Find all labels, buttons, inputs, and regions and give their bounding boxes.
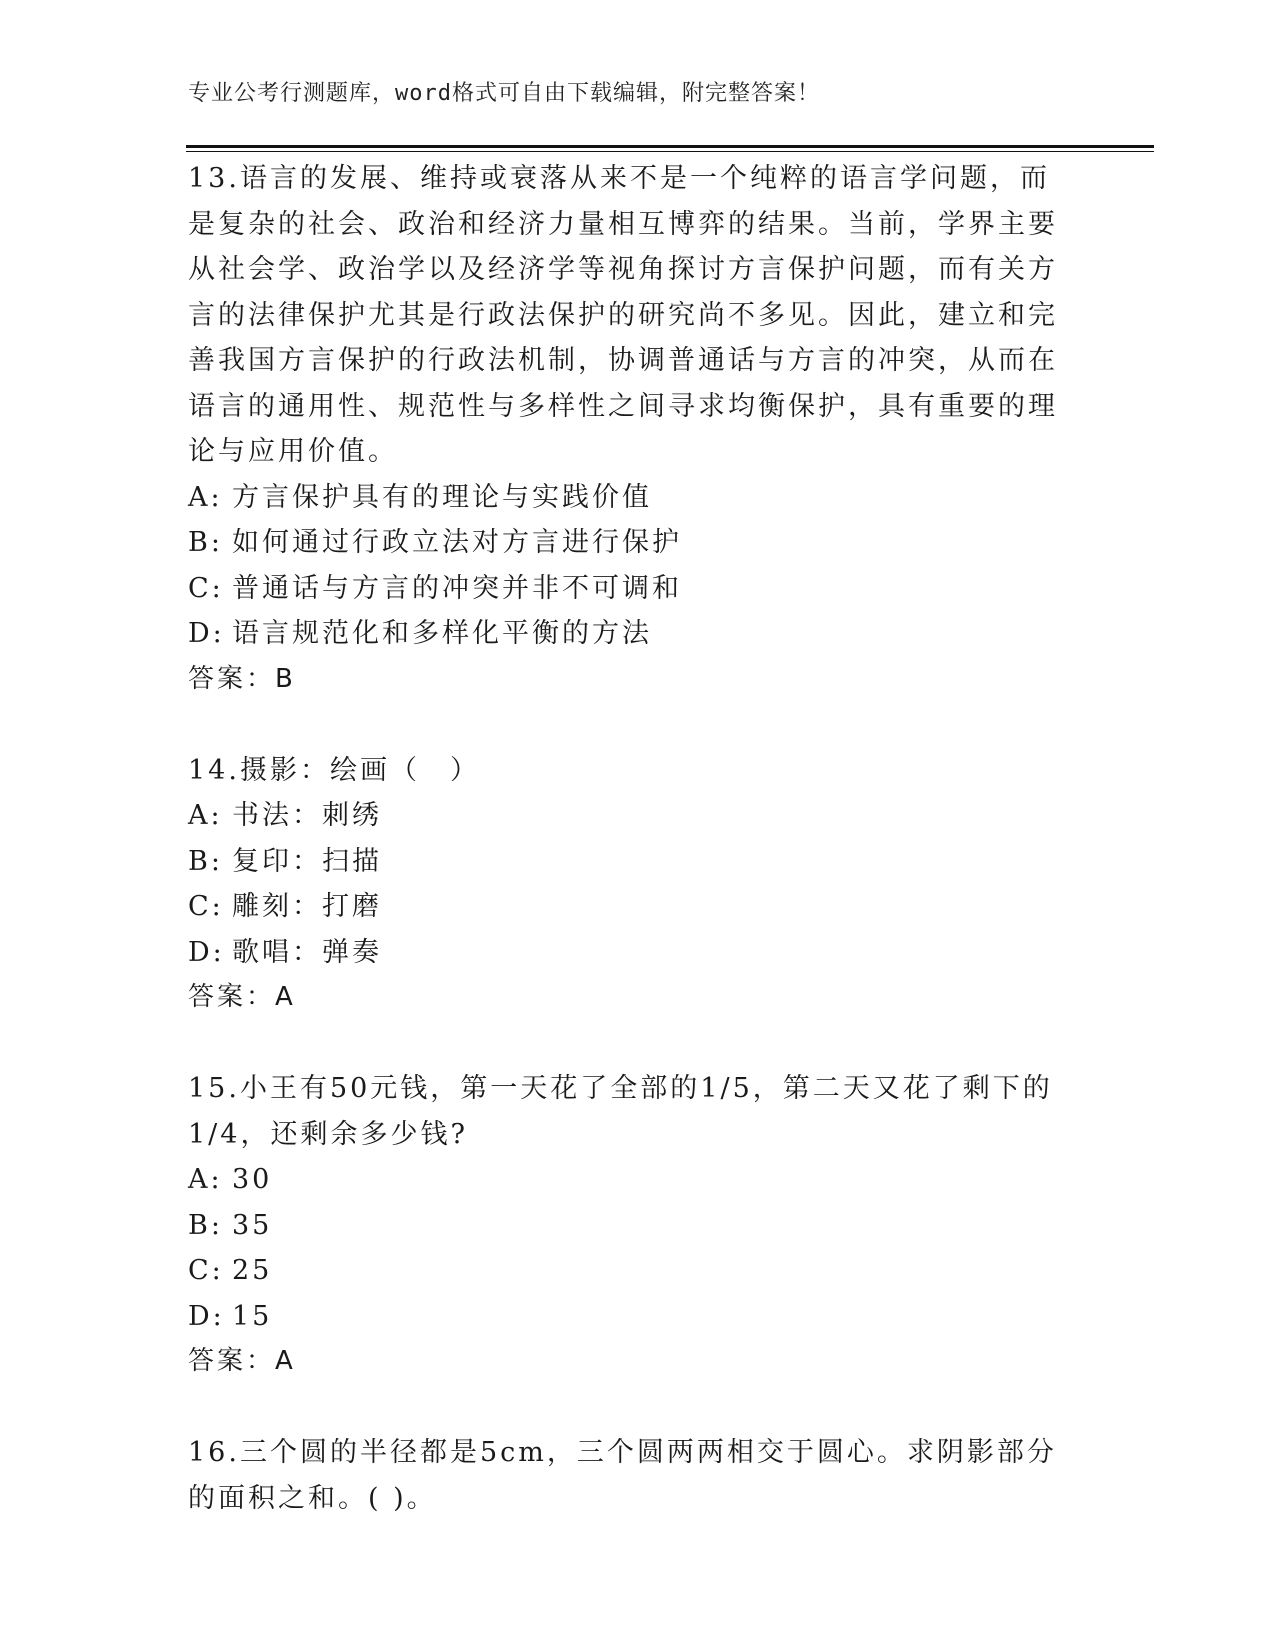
option-text: 普通话与方言的冲突并非不可调和 xyxy=(232,572,682,604)
option-a xyxy=(188,1157,1068,1203)
question-stem xyxy=(188,748,1068,794)
question-stem xyxy=(188,1066,1068,1157)
option-key: C: xyxy=(188,891,224,922)
option-text: 35 xyxy=(232,1209,273,1241)
option-text: 25 xyxy=(232,1255,273,1286)
option-a xyxy=(188,475,1068,521)
option-d xyxy=(188,930,1068,976)
question-13 xyxy=(188,156,1068,702)
option-key: B: xyxy=(188,1209,223,1241)
option-b xyxy=(188,520,1068,566)
question-number: 14. xyxy=(188,754,240,786)
option-text: 30 xyxy=(232,1164,273,1195)
answer-line: 答案：B xyxy=(188,663,296,694)
option-b xyxy=(188,1203,1068,1249)
question-number: 13. xyxy=(188,163,240,194)
header-rule-thick xyxy=(186,145,1154,148)
header-rule-thin xyxy=(186,151,1154,152)
option-key: A: xyxy=(188,800,223,831)
answer-line: 答案：A xyxy=(188,982,296,1012)
question-text: 三个圆的半径都是5cm，三个圆两两相交于圆心。求阴影部分的面积之和。( )。 xyxy=(188,1437,1057,1514)
question-number: 16. xyxy=(188,1437,240,1468)
option-text: 复印：扫描 xyxy=(232,845,382,877)
question-stem xyxy=(188,156,1068,475)
question-14 xyxy=(188,748,1068,1021)
option-text: 雕刻：打磨 xyxy=(232,891,382,922)
option-a xyxy=(188,793,1068,839)
option-key: B: xyxy=(188,845,223,877)
answer-line: 答案：A xyxy=(188,1346,296,1376)
option-key: A: xyxy=(188,481,223,513)
option-b xyxy=(188,839,1068,885)
option-key: D: xyxy=(188,1300,225,1332)
option-text: 书法：刺绣 xyxy=(232,800,382,831)
option-text: 语言规范化和多样化平衡的方法 xyxy=(232,618,652,649)
option-c xyxy=(188,884,1068,930)
question-text: 摄影：绘画（ ） xyxy=(239,754,480,786)
option-key: D: xyxy=(188,618,225,649)
option-d xyxy=(188,611,1068,657)
page-header-text: 专业公考行测题库，word格式可自由下载编辑，附完整答案！ xyxy=(188,81,820,106)
question-number: 15. xyxy=(188,1073,240,1104)
question-text: 语言的发展、维持或衰落从来不是一个纯粹的语言学问题，而是复杂的社会、政治和经济力量相互博弈的结果。当前，学界主要从社会学、政治学以及经济学等视角探讨方言保护问题，而有关方言的法律保护尤其是行政法保护的研究尚不多见。因此，建立和完善我国方言保护的行政法机制，协调普通话与方言的冲突，从而在语言的通用性、规范性与多样性之间寻求均衡保护，具有重要的理论与应用价值。 xyxy=(188,163,1058,467)
option-key: D: xyxy=(188,936,225,968)
question-16 xyxy=(188,1430,1068,1521)
option-key: C: xyxy=(188,572,224,604)
option-key: B: xyxy=(188,527,223,558)
option-text: 方言保护具有的理论与实践价值 xyxy=(232,481,652,513)
option-text: 15 xyxy=(232,1300,273,1332)
question-list xyxy=(188,156,1068,1521)
option-text: 如何通过行政立法对方言进行保护 xyxy=(232,527,682,558)
option-c xyxy=(188,1248,1068,1294)
option-key: A: xyxy=(188,1164,223,1195)
question-15 xyxy=(188,1066,1068,1385)
question-text: 小王有50元钱，第一天花了全部的1/5，第二天又花了剩下的1/4，还剩余多少钱? xyxy=(188,1073,1053,1150)
option-text: 歌唱：弹奏 xyxy=(232,936,382,968)
option-c xyxy=(188,566,1068,612)
option-key: C: xyxy=(188,1255,224,1286)
question-stem xyxy=(188,1430,1068,1521)
option-d xyxy=(188,1294,1068,1340)
